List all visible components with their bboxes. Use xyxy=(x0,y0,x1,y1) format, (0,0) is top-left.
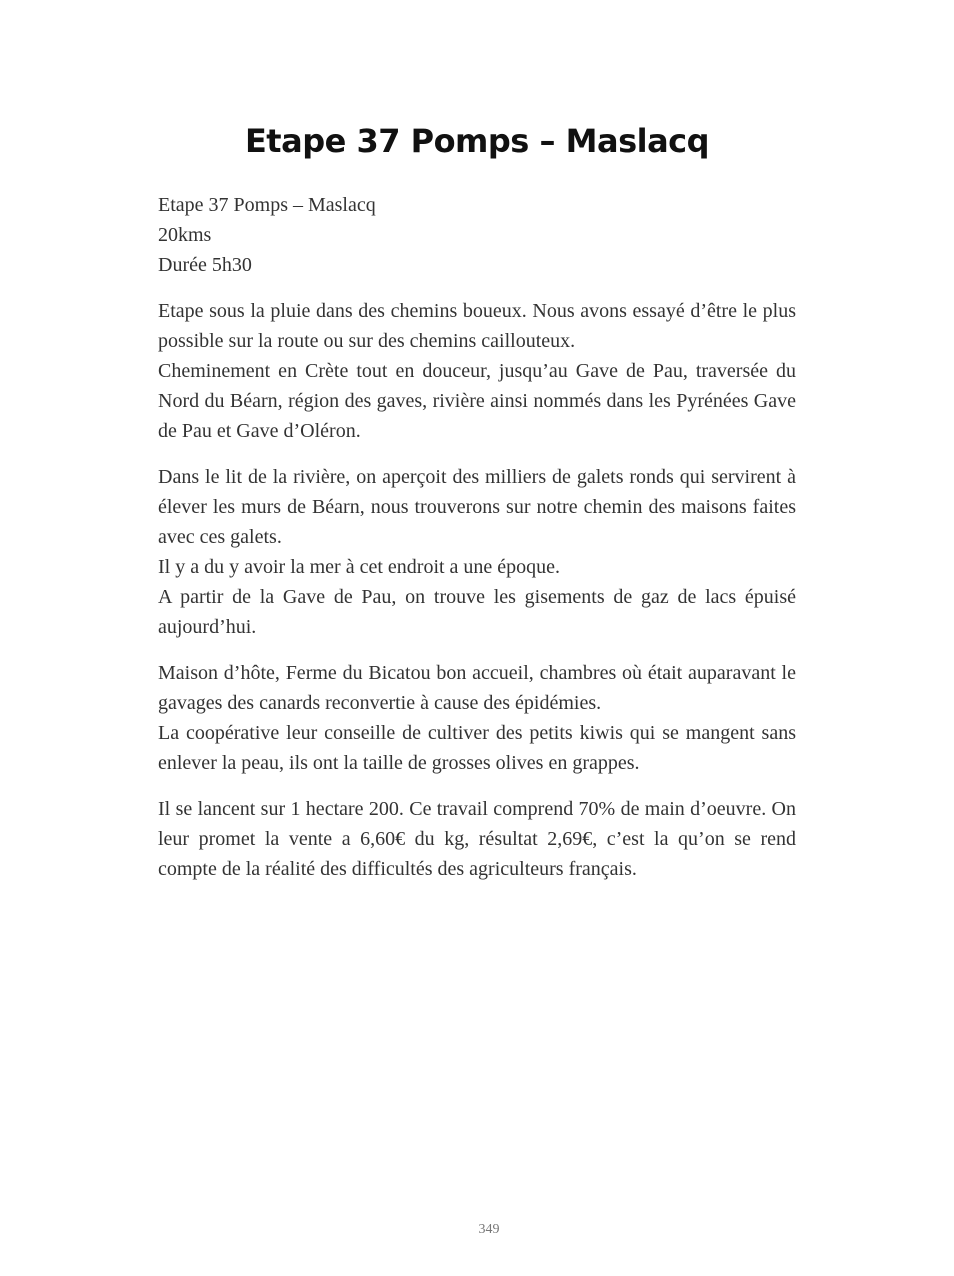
stage-header xyxy=(158,190,796,280)
paragraph-line: Dans le lit de la rivière, on aperçoit des milliers de galets ronds qui servirent à élever les murs de Béarn, nous trouverons sur notre chemin des maisons faites avec ces galets. xyxy=(158,466,796,548)
paragraph-line: Il y a du y avoir la mer à cet endroit a une époque. xyxy=(158,556,561,578)
page-number: 349 xyxy=(478,1222,500,1237)
stage-name: Etape 37 Pomps – Maslacq xyxy=(158,194,376,216)
stage-duration: Durée 5h30 xyxy=(158,254,252,276)
paragraph-3 xyxy=(158,658,796,778)
paragraph-line: A partir de la Gave de Pau, on trouve les gisements de gaz de lacs épuisé aujourd’hui. xyxy=(158,586,796,638)
paragraph-4 xyxy=(158,794,796,884)
paragraph-line: Maison d’hôte, Ferme du Bicatou bon accueil, chambres où était auparavant le gavages des canards reconvertie à cause des épidémies. xyxy=(158,662,796,714)
page-title: Etape 37 Pomps – Maslacq xyxy=(244,122,710,160)
body-text xyxy=(158,190,796,884)
paragraph-line: Cheminement en Crète tout en douceur, jusqu’au Gave de Pau, traversée du Nord du Béarn, région des gaves, rivière ainsi nommés dans les Pyrénées Gave de Pau et Gave d’Oléron. xyxy=(158,360,796,442)
paragraph-1 xyxy=(158,296,796,446)
stage-distance: 20kms xyxy=(158,224,212,246)
paragraph-line: La coopérative leur conseille de cultiver des petits kiwis qui se mangent sans enlever la peau, ils ont la taille de grosses olives en grappes. xyxy=(158,722,796,774)
paragraph-2 xyxy=(158,462,796,642)
paragraph-line: Il se lancent sur 1 hectare 200. Ce travail comprend 70% de main d’oeuvre. On leur promet la vente a 6,60€ du kg, résultat 2,69€, c’est la qu’on se rend compte de la réalité des difficultés des agriculteurs français. xyxy=(158,798,796,880)
paragraph-line: Etape sous la pluie dans des chemins boueux. Nous avons essayé d’être le plus possible sur la route ou sur des chemins caillouteux. xyxy=(158,300,796,352)
